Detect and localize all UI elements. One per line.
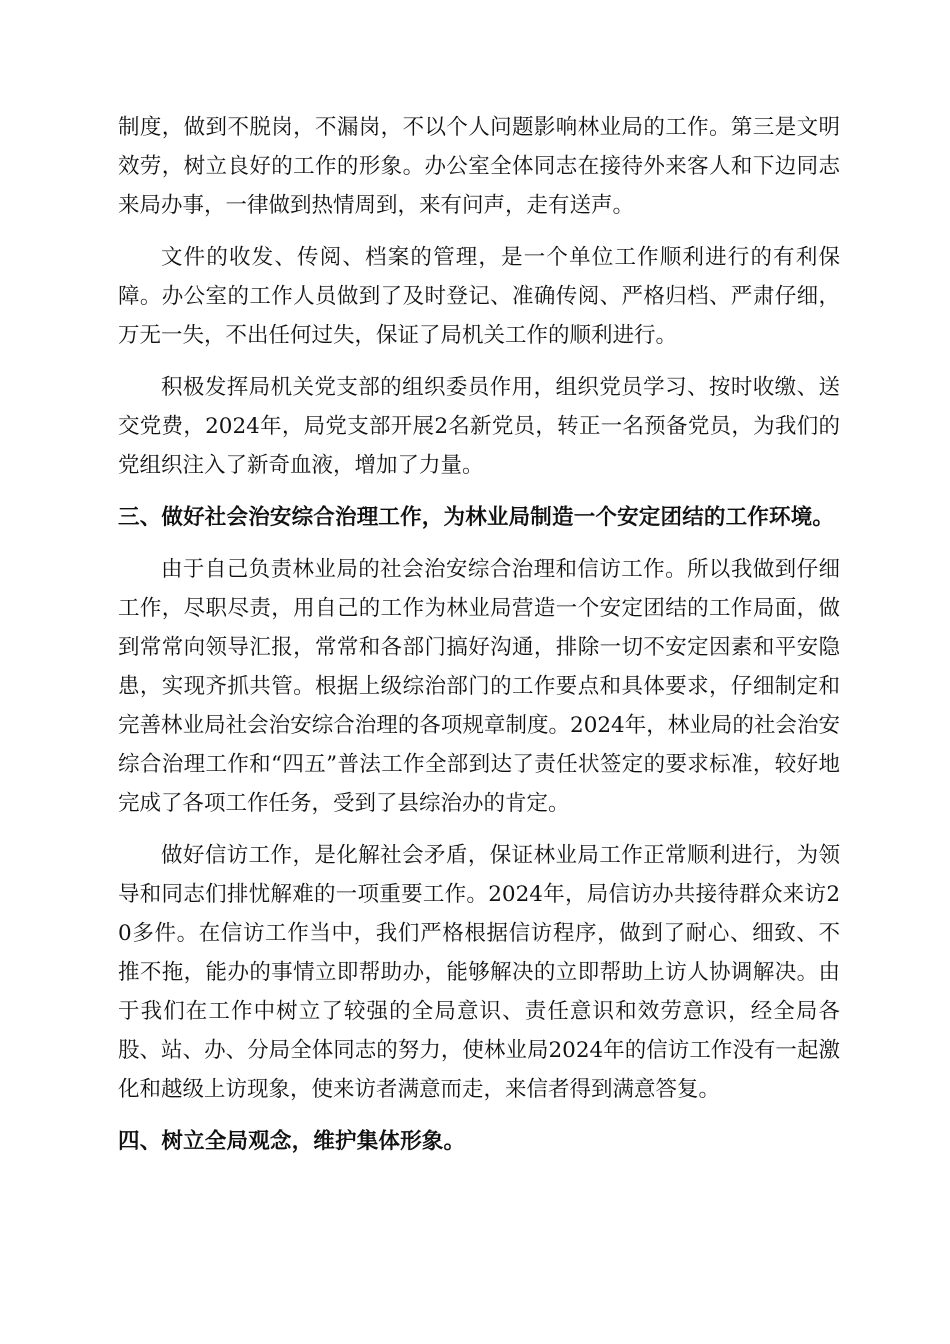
paragraph-3: 积极发挥局机关党支部的组织委员作用，组织党员学习、按时收缴、送交党费，2024年，局党支部开展2名新党员，转正一名预备党员，为我们的党组织注入了新奇血液，增加了力量。: [118, 375, 840, 478]
paragraph-gap: [118, 823, 840, 836]
section-heading-3: 三、做好社会治安综合治理工作，为林业局制造一个安定团结的工作环境。: [118, 505, 835, 530]
paragraph-gap: [118, 537, 840, 550]
paragraph-gap: [118, 485, 840, 498]
paragraph-1: 制度，做到不脱岗，不漏岗，不以个人问题影响林业局的工作。第三是文明效劳，树立良好的工作的形象。办公室全体同志在接待外来客人和下边同志来局办事，一律做到热情周到，来有问声，走有送声。: [118, 115, 840, 218]
paragraph-gap: [118, 225, 840, 238]
section-heading-4: 四、树立全局观念，维护集体形象。: [118, 1129, 466, 1154]
paragraph-gap: [118, 355, 840, 368]
paragraph-gap: [118, 1109, 840, 1122]
document-body: [118, 108, 840, 1161]
paragraph-4: 由于自己负责林业局的社会治安综合治理和信访工作。所以我做到仔细工作，尽职尽责，用自己的工作为林业局营造一个安定团结的工作局面，做到常常向领导汇报，常常和各部门搞好沟通，排除一切不安定因素和平安隐患，实现齐抓共管。根据上级综治部门的工作要点和具体要求，仔细制定和完善林业局社会治安综合治理的各项规章制度。2024年，林业局的社会治安综合治理工作和“四五”普法工作全部到达了责任状签定的要求标准，较好地完成了各项工作任务，受到了县综治办的肯定。: [118, 557, 840, 816]
paragraph-5: 做好信访工作，是化解社会矛盾，保证林业局工作正常顺利进行，为领导和同志们排忧解难的一项重要工作。2024年，局信访办共接待群众来访20多件。在信访工作当中，我们严格根据信访程序，做到了耐心、细致、不推不拖，能办的事情立即帮助办，能够解决的立即帮助上访人协调解决。由于我们在工作中树立了较强的全局意识、责任意识和效劳意识，经全局各股、站、办、分局全体同志的努力，使林业局2024年的信访工作没有一起激化和越级上访现象，使来访者满意而走，来信者得到满意答复。: [118, 843, 840, 1102]
paragraph-2: 文件的收发、传阅、档案的管理，是一个单位工作顺利进行的有利保障。办公室的工作人员做到了及时登记、准确传阅、严格归档、严肃仔细，万无一失，不出任何过失，保证了局机关工作的顺利进行。: [118, 245, 840, 348]
